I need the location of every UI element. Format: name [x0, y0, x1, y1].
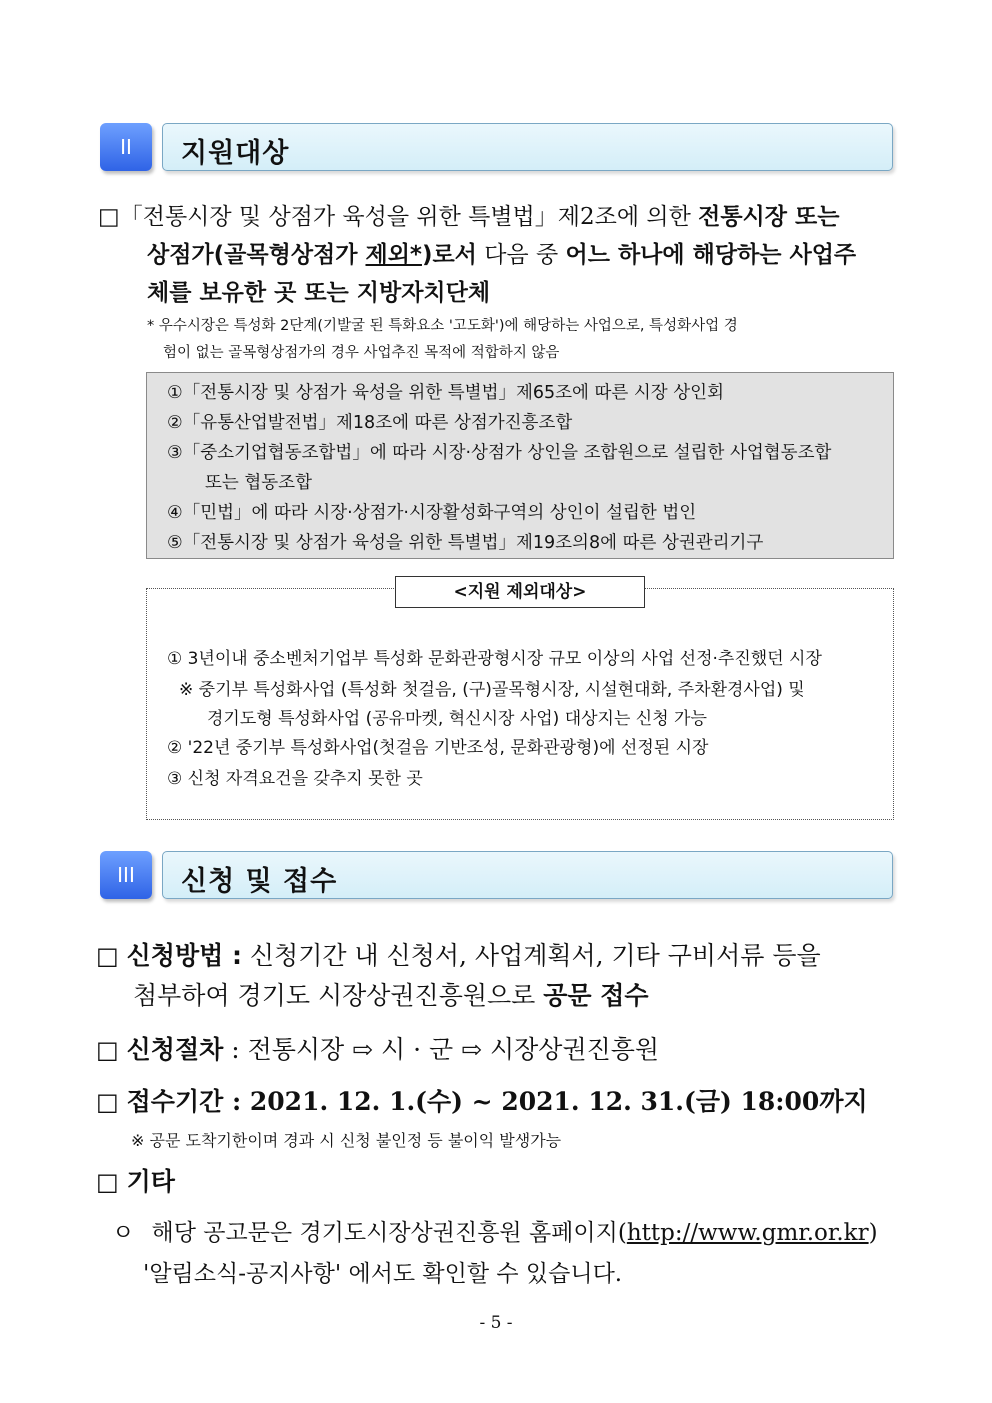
section-number: II — [120, 135, 132, 159]
text: : 전통시장 ⇨ 시 · 군 ⇨ 시장상권진흥원 — [223, 1035, 660, 1064]
bold-text: 어느 하나에 해당하는 사업주 — [565, 242, 857, 268]
eligibility-line-3 — [147, 274, 490, 307]
list-item: ② '22년 중기부 특성화사업(첫걸음 기반조성, 문화관광형)에 선정된 시장 — [167, 738, 709, 758]
checkbox-glyph: □ — [96, 942, 119, 970]
text: 신청기간 내 신청서, 사업계획서, 기타 구비서류 등을 — [241, 941, 821, 970]
section-number: III — [117, 863, 135, 887]
checkbox-glyph: □ — [98, 204, 120, 230]
exclusion-caption: <지원 제외대상> — [395, 576, 645, 608]
section-number-badge — [100, 851, 152, 899]
text: 다음 중 — [476, 242, 566, 268]
text: ) — [868, 1220, 878, 1246]
section-title-bar — [162, 123, 893, 171]
list-item: 경기도형 특성화사업 (공유마켓, 혁신시장 사업) 대상지는 신청 가능 — [207, 709, 707, 729]
checkbox-glyph: □ — [96, 1088, 119, 1116]
bullet: ㅇ — [112, 1220, 135, 1246]
list-item: ①「전통시장 및 상점가 육성을 위한 특별법」제65조에 따른 시장 상인회 — [167, 383, 724, 403]
text: 첨부하여 경기도 시장상권진흥원으로 — [133, 981, 544, 1010]
section-title: 신청 및 접수 — [181, 866, 338, 897]
checkbox-glyph: □ — [96, 1168, 119, 1196]
list-item: ① 3년이내 중소벤처기업부 특성화 문화관광형시장 규모 이상의 사업 선정·추진했던 시장 — [167, 649, 822, 669]
section-title-bar — [162, 851, 893, 899]
period-line — [96, 1082, 868, 1118]
method-line-1 — [96, 936, 821, 972]
list-item: ⑤「전통시장 및 상점가 육성을 위한 특별법」제19조의8에 따른 상권관리기구 — [167, 533, 764, 553]
etc-heading — [96, 1162, 175, 1198]
method-label: 신청방법 : — [126, 941, 242, 970]
period-note: ※ 공문 도착기한이며 경과 시 신청 불인정 등 불이익 발생가능 — [131, 1131, 562, 1150]
eligibility-line-1 — [98, 198, 839, 231]
method-line-2 — [133, 976, 649, 1012]
eligible-entities-box — [146, 372, 894, 559]
bold-text: 공문 접수 — [543, 981, 649, 1010]
section-title: 지원대상 — [181, 138, 290, 169]
etc-line-1 — [112, 1214, 878, 1247]
homepage-link[interactable]: http://www.gmr.or.kr — [626, 1220, 869, 1246]
list-item: ④「민법」에 따라 시장·상점가·시장활성화구역의 상인이 설립한 법인 — [167, 503, 697, 523]
text: 해당 공고문은 경기도시장상권진흥원 홈페이지( — [151, 1220, 627, 1246]
note-line-1: * 우수시장은 특성화 2단계(기발굴 된 특화요소 '고도화')에 해당하는 사업으로, 특성화사업 경 — [147, 318, 738, 334]
text: : 2021. 12. 1.(수) ~ 2021. 12. 31.(금) 18:00까지 — [223, 1087, 868, 1116]
exclusion-box — [146, 588, 894, 820]
section-number-badge — [100, 123, 152, 171]
text: 「전통시장 및 상점가 육성을 위한 특별법」제2조에 의한 — [119, 204, 699, 230]
procedure-label: 신청절차 — [126, 1035, 224, 1064]
list-item: ③ 신청 자격요건을 갖추지 못한 곳 — [167, 769, 423, 789]
bold-text: 상점가(골목형상점가 — [147, 242, 366, 268]
etc-line-2: '알림소식-공지사항' 에서도 확인할 수 있습니다. — [143, 1261, 623, 1287]
note-line-2: 험이 없는 골목형상점가의 경우 사업추진 목적에 적합하지 않음 — [163, 345, 560, 361]
period-label: 접수기간 — [126, 1087, 224, 1116]
bold-text: )로서 — [421, 242, 477, 268]
bold-text: 전통시장 또는 — [698, 204, 840, 230]
list-item: ②「유통산업발전법」제18조에 따른 상점가진흥조합 — [167, 413, 573, 433]
procedure-line — [96, 1030, 659, 1066]
checkbox-glyph: □ — [96, 1036, 119, 1064]
list-item: ※ 중기부 특성화사업 (특성화 첫걸음, (구)골목형시장, 시설현대화, 주차환경사업) 및 — [179, 680, 805, 700]
etc-label: 기타 — [126, 1167, 175, 1196]
page-number: - 5 - — [479, 1313, 513, 1333]
underlined-text: 제외* — [365, 242, 422, 268]
bold-text: 체를 보유한 곳 또는 지방자치단체 — [147, 280, 491, 306]
list-item: ③「중소기업협동조합법」에 따라 시장·상점가 상인을 조합원으로 설립한 사업협동조합 — [167, 443, 832, 463]
eligibility-line-2 — [147, 236, 856, 269]
list-item: 또는 협동조합 — [205, 473, 312, 493]
